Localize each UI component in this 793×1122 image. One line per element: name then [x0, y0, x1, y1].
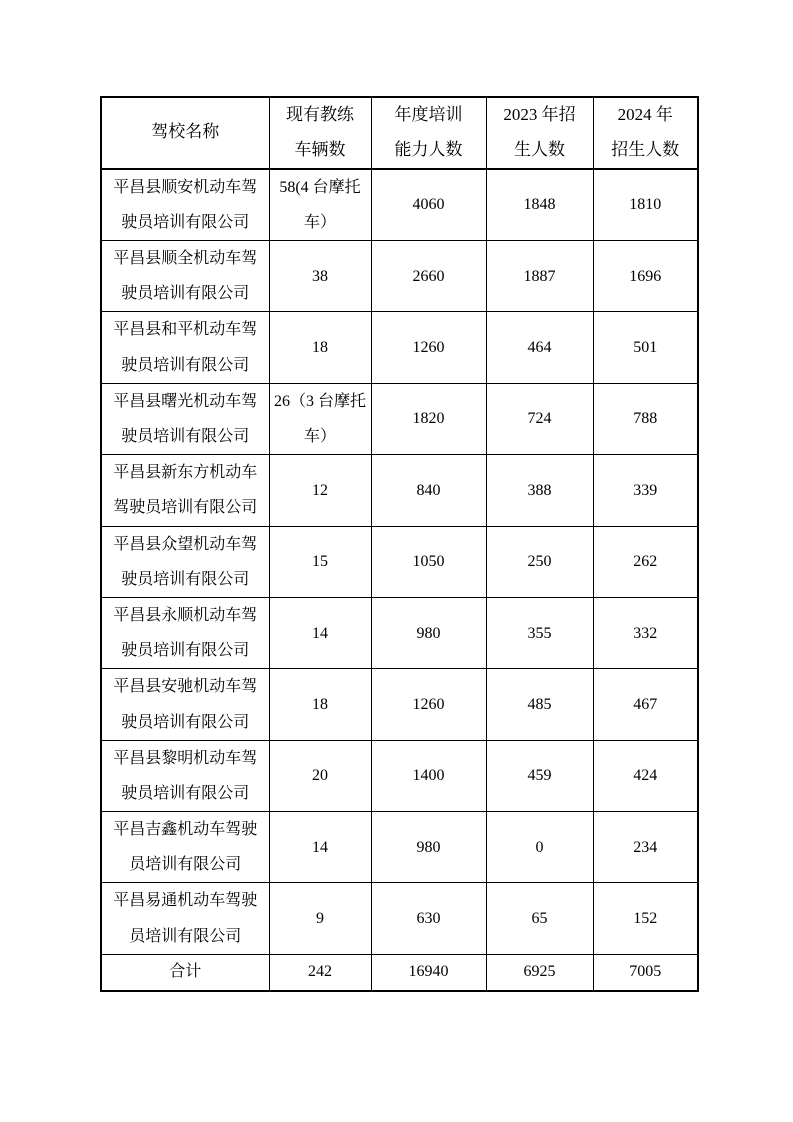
cell-vehicles: 14: [269, 597, 371, 668]
col-header-capacity-line2: 能力人数: [394, 139, 463, 159]
cell-school-name: 平昌县众望机动车驾驶员培训有限公司: [101, 526, 269, 597]
cell-enroll-2024: 1810: [593, 169, 698, 241]
col-header-2024-enroll: [593, 97, 698, 169]
table-row: [101, 312, 698, 383]
cell-vehicles: 18: [269, 312, 371, 383]
cell-enroll-2023: 1887: [486, 241, 593, 312]
table-row: [101, 812, 698, 883]
cell-school-name: 平昌吉鑫机动车驾驶员培训有限公司: [101, 812, 269, 883]
table-row: [101, 669, 698, 740]
cell-capacity: 1260: [371, 312, 486, 383]
cell-school-name: 平昌县安驰机动车驾驶员培训有限公司: [101, 669, 269, 740]
cell-enroll-2024: 332: [593, 597, 698, 668]
cell-school-name: 平昌县顺安机动车驾驶员培训有限公司: [101, 169, 269, 241]
total-row: [101, 954, 698, 991]
cell-vehicles: 12: [269, 455, 371, 526]
col-header-vehicles-line1: 现有教练: [286, 105, 354, 124]
driving-school-table: [100, 96, 699, 992]
cell-enroll-2023: 485: [486, 669, 593, 740]
cell-total-enroll-2024: 7005: [593, 954, 698, 991]
cell-enroll-2024: 234: [593, 812, 698, 883]
table-row: [101, 883, 698, 954]
cell-enroll-2024: 424: [593, 740, 698, 811]
cell-school-name: 平昌县新东方机动车驾驶员培训有限公司: [101, 455, 269, 526]
col-header-2023-line1: 2023 年招: [503, 105, 576, 124]
cell-enroll-2024: 152: [593, 883, 698, 954]
col-header-2024-line2: 招生人数: [611, 139, 680, 159]
cell-capacity: 1050: [371, 526, 486, 597]
cell-enroll-2023: 355: [486, 597, 593, 668]
cell-capacity: 4060: [371, 169, 486, 241]
col-header-2023-line2: 生人数: [514, 139, 565, 159]
table-row: [101, 526, 698, 597]
cell-capacity: 980: [371, 812, 486, 883]
cell-school-name: 平昌县黎明机动车驾驶员培训有限公司: [101, 740, 269, 811]
table-row: [101, 383, 698, 454]
cell-enroll-2024: 501: [593, 312, 698, 383]
cell-enroll-2023: 464: [486, 312, 593, 383]
cell-capacity: 840: [371, 455, 486, 526]
cell-vehicles: 38: [269, 241, 371, 312]
cell-enroll-2023: 459: [486, 740, 593, 811]
cell-total-enroll-2023: 6925: [486, 954, 593, 991]
cell-school-name: 平昌县顺全机动车驾驶员培训有限公司: [101, 241, 269, 312]
cell-vehicles: 58(4 台摩托车）: [269, 169, 371, 241]
cell-vehicles: 14: [269, 812, 371, 883]
col-header-vehicles-line2: 车辆数: [294, 139, 346, 159]
cell-school-name: 平昌县永顺机动车驾驶员培训有限公司: [101, 597, 269, 668]
col-header-2024-line1: 2024 年: [617, 105, 673, 124]
col-header-capacity: [371, 97, 486, 169]
table-row: [101, 169, 698, 241]
cell-total-label: 合计: [101, 954, 269, 991]
cell-enroll-2023: 724: [486, 383, 593, 454]
cell-school-name: 平昌易通机动车驾驶员培训有限公司: [101, 883, 269, 954]
cell-vehicles: 15: [269, 526, 371, 597]
cell-capacity: 630: [371, 883, 486, 954]
cell-vehicles: 20: [269, 740, 371, 811]
cell-enroll-2024: 788: [593, 383, 698, 454]
col-header-vehicles: [269, 97, 371, 169]
cell-enroll-2024: 1696: [593, 241, 698, 312]
cell-total-vehicles: 242: [269, 954, 371, 991]
header-row: [101, 97, 698, 169]
cell-enroll-2024: 339: [593, 455, 698, 526]
col-header-school-name-label: 驾校名称: [151, 122, 220, 142]
col-header-school-name: [101, 97, 269, 169]
cell-enroll-2024: 467: [593, 669, 698, 740]
cell-vehicles: 26（3 台摩托车）: [269, 383, 371, 454]
cell-enroll-2023: 65: [486, 883, 593, 954]
cell-capacity: 2660: [371, 241, 486, 312]
cell-enroll-2023: 0: [486, 812, 593, 883]
table-row: [101, 455, 698, 526]
cell-vehicles: 18: [269, 669, 371, 740]
col-header-capacity-line1: 年度培训: [394, 105, 463, 124]
cell-vehicles: 9: [269, 883, 371, 954]
cell-school-name: 平昌县曙光机动车驾驶员培训有限公司: [101, 383, 269, 454]
cell-enroll-2023: 388: [486, 455, 593, 526]
cell-school-name: 平昌县和平机动车驾驶员培训有限公司: [101, 312, 269, 383]
cell-enroll-2024: 262: [593, 526, 698, 597]
cell-capacity: 1400: [371, 740, 486, 811]
cell-capacity: 1260: [371, 669, 486, 740]
cell-capacity: 1820: [371, 383, 486, 454]
table-row: [101, 740, 698, 811]
cell-total-capacity: 16940: [371, 954, 486, 991]
table-row: [101, 597, 698, 668]
table-row: [101, 241, 698, 312]
cell-enroll-2023: 250: [486, 526, 593, 597]
col-header-2023-enroll: [486, 97, 593, 169]
cell-capacity: 980: [371, 597, 486, 668]
cell-enroll-2023: 1848: [486, 169, 593, 241]
